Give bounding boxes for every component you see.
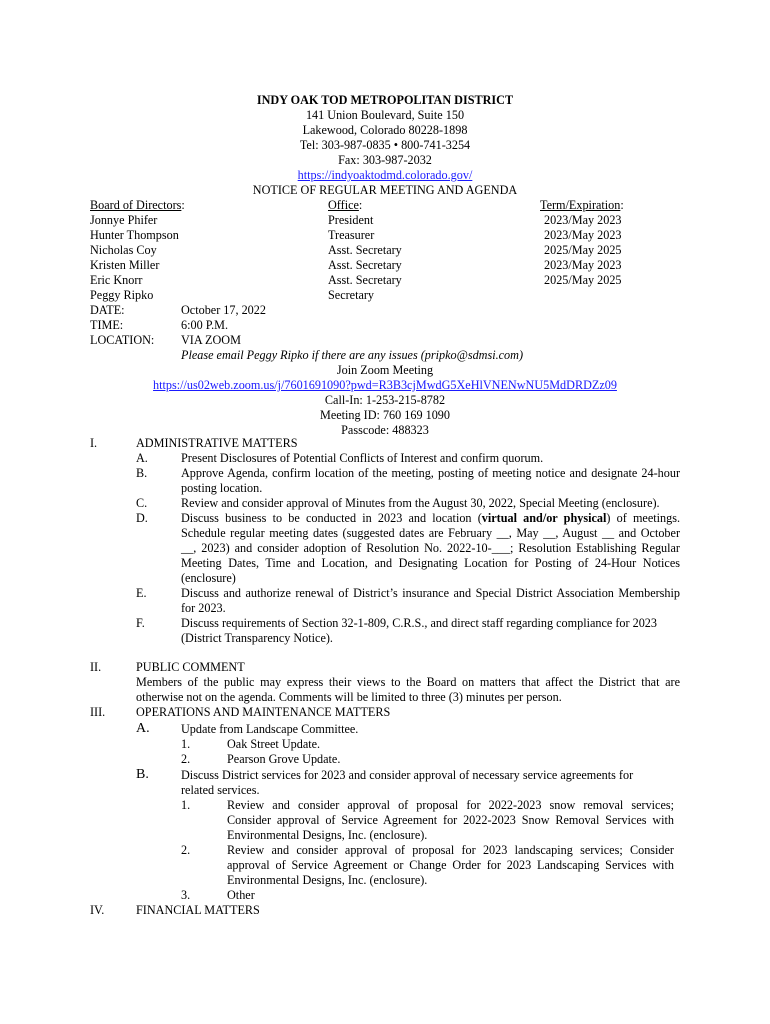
- item-text: Schedule regular meeting dates (suggested dates are February __, May __, August __ and October: [181, 526, 680, 540]
- item-letter: F.: [136, 616, 145, 630]
- address-line-1: 141 Union Boulevard, Suite 150: [305, 108, 465, 122]
- item-letter: E.: [136, 586, 147, 600]
- item-letter: C.: [136, 496, 148, 510]
- subitem-text: Review and consider approval of proposal for 2023 landscaping services; Consider: [227, 843, 674, 857]
- item-text: (enclosure): [181, 571, 236, 585]
- zoom-link[interactable]: https://us02web.zoom.us/j/7601691090?pwd=R3B3cjMwdG5XeHlVNENwNU5MdDRDZz09: [153, 378, 617, 392]
- director-office: Asst. Secretary: [328, 258, 402, 272]
- director-office: President: [328, 213, 374, 227]
- notice-title: NOTICE OF REGULAR MEETING AND AGENDA: [252, 183, 518, 197]
- item-text: Meeting Dates, Time and Location, and Designating Location for Posting of 24-Hour Notices: [181, 556, 680, 570]
- director-office: Secretary: [328, 288, 375, 302]
- director-name: Kristen Miller: [90, 258, 160, 272]
- subitem-number: 1.: [181, 737, 191, 751]
- item-text: posting location.: [181, 481, 263, 495]
- location-value: VIA ZOOM: [181, 333, 241, 347]
- subitem-text: Review and consider approval of proposal for 2022-2023 snow removal services;: [227, 798, 674, 812]
- item-text: Approve Agenda, confirm location of the meeting, posting of meeting notice and designate 24-hour: [181, 466, 680, 480]
- item-letter: A.: [136, 721, 150, 736]
- director-term: 2023/May 2023: [544, 258, 622, 272]
- subitem-text: Other: [227, 888, 255, 902]
- item-text: Review and consider approval of Minutes from the August 30, 2022, Special Meeting (enclosure).: [181, 496, 660, 510]
- item-letter: B.: [136, 767, 149, 782]
- board-header-office: Office:: [328, 198, 363, 212]
- item-letter: B.: [136, 466, 148, 480]
- director-term: 2023/May 2023: [544, 213, 622, 227]
- subitem-text: Consider approval of Service Agreement for 2022-2023 Snow Removal Services with: [227, 813, 674, 827]
- meeting-id: Meeting ID: 760 169 1090: [320, 408, 450, 422]
- item-text: Discuss and authorize renewal of District’s insurance and Special District Association Membership: [181, 586, 680, 600]
- section-title: FINANCIAL MATTERS: [136, 903, 260, 917]
- subitem-text: Environmental Designs, Inc. (enclosure).: [227, 873, 428, 887]
- director-office: Asst. Secretary: [328, 273, 402, 287]
- time-label: TIME:: [90, 318, 124, 332]
- section-title: OPERATIONS AND MAINTENANCE MATTERS: [136, 705, 391, 719]
- join-zoom-label: Join Zoom Meeting: [336, 363, 434, 377]
- email-note: Please email Peggy Ripko if there are any issues (pripko@sdmsi.com): [181, 348, 523, 362]
- website-link[interactable]: https://indyoaktodmd.colorado.gov/: [297, 168, 473, 182]
- phone-line: Tel: 303-987-0835 • 800-741-3254: [299, 138, 471, 152]
- location-label: LOCATION:: [90, 333, 155, 347]
- section-title: PUBLIC COMMENT: [136, 660, 245, 674]
- board-header-term: Term/Expiration:: [540, 198, 624, 212]
- passcode: Passcode: 488323: [341, 423, 429, 437]
- subitem-text: Oak Street Update.: [227, 737, 321, 751]
- section-text: otherwise not on the agenda. Comments will be limited to three (3) minutes per person.: [136, 690, 562, 704]
- item-text: Discuss requirements of Section 32-1-809, C.R.S., and direct staff regarding compliance for 2023: [181, 616, 657, 630]
- subitem-number: 2.: [181, 843, 191, 857]
- director-name: Eric Knorr: [90, 273, 143, 287]
- item-text: (District Transparency Notice).: [181, 631, 333, 645]
- director-name: Hunter Thompson: [90, 228, 179, 242]
- section-number: I.: [90, 436, 98, 450]
- call-in: Call-In: 1-253-215-8782: [324, 393, 446, 407]
- date-label: DATE:: [90, 303, 125, 317]
- section-text: Members of the public may express their views to the Board on matters that affect the District that are: [136, 675, 680, 689]
- item-text: related services.: [181, 783, 260, 797]
- director-term: 2025/May 2025: [544, 243, 622, 257]
- subitem-number: 3.: [181, 888, 191, 902]
- subitem-text: approval of Service Agreement or Change Order for 2023 Landscaping Services with: [227, 858, 674, 872]
- subitem-number: 1.: [181, 798, 191, 812]
- director-office: Treasurer: [328, 228, 375, 242]
- board-header-directors: Board of Directors:: [90, 198, 185, 212]
- item-text: Discuss District services for 2023 and consider approval of necessary service agreements for: [181, 768, 634, 782]
- item-letter: A.: [136, 451, 148, 465]
- section-title: ADMINISTRATIVE MATTERS: [136, 436, 298, 450]
- district-name: INDY OAK TOD METROPOLITAN DISTRICT: [256, 93, 514, 107]
- director-term: 2025/May 2025: [544, 273, 622, 287]
- address-line-2: Lakewood, Colorado 80228-1898: [302, 123, 468, 137]
- date-value: October 17, 2022: [181, 303, 266, 317]
- item-text: __, 2023) and consider adoption of Resolution No. 2022-10-___; Resolution Establishing Regular: [181, 541, 680, 555]
- fax-line: Fax: 303-987-2032: [338, 153, 432, 167]
- section-number: III.: [90, 705, 106, 719]
- item-text: Present Disclosures of Potential Conflicts of Interest and confirm quorum.: [181, 451, 544, 465]
- director-name: Nicholas Coy: [90, 243, 157, 257]
- subitem-text: Environmental Designs, Inc. (enclosure).: [227, 828, 428, 842]
- section-number: II.: [90, 660, 102, 674]
- director-office: Asst. Secretary: [328, 243, 402, 257]
- director-name: Jonnye Phifer: [90, 213, 158, 227]
- item-text: Update from Landscape Committee.: [181, 722, 359, 736]
- subitem-number: 2.: [181, 752, 191, 766]
- subitem-text: Pearson Grove Update.: [227, 752, 341, 766]
- section-number: IV.: [90, 903, 105, 917]
- director-name: Peggy Ripko: [90, 288, 154, 302]
- item-letter: D.: [136, 511, 148, 525]
- item-text: for 2023.: [181, 601, 226, 615]
- time-value: 6:00 P.M.: [181, 318, 229, 332]
- director-term: 2023/May 2023: [544, 228, 622, 242]
- item-text: Discuss business to be conducted in 2023 and location (virtual and/or physical) of meetings.: [181, 511, 680, 525]
